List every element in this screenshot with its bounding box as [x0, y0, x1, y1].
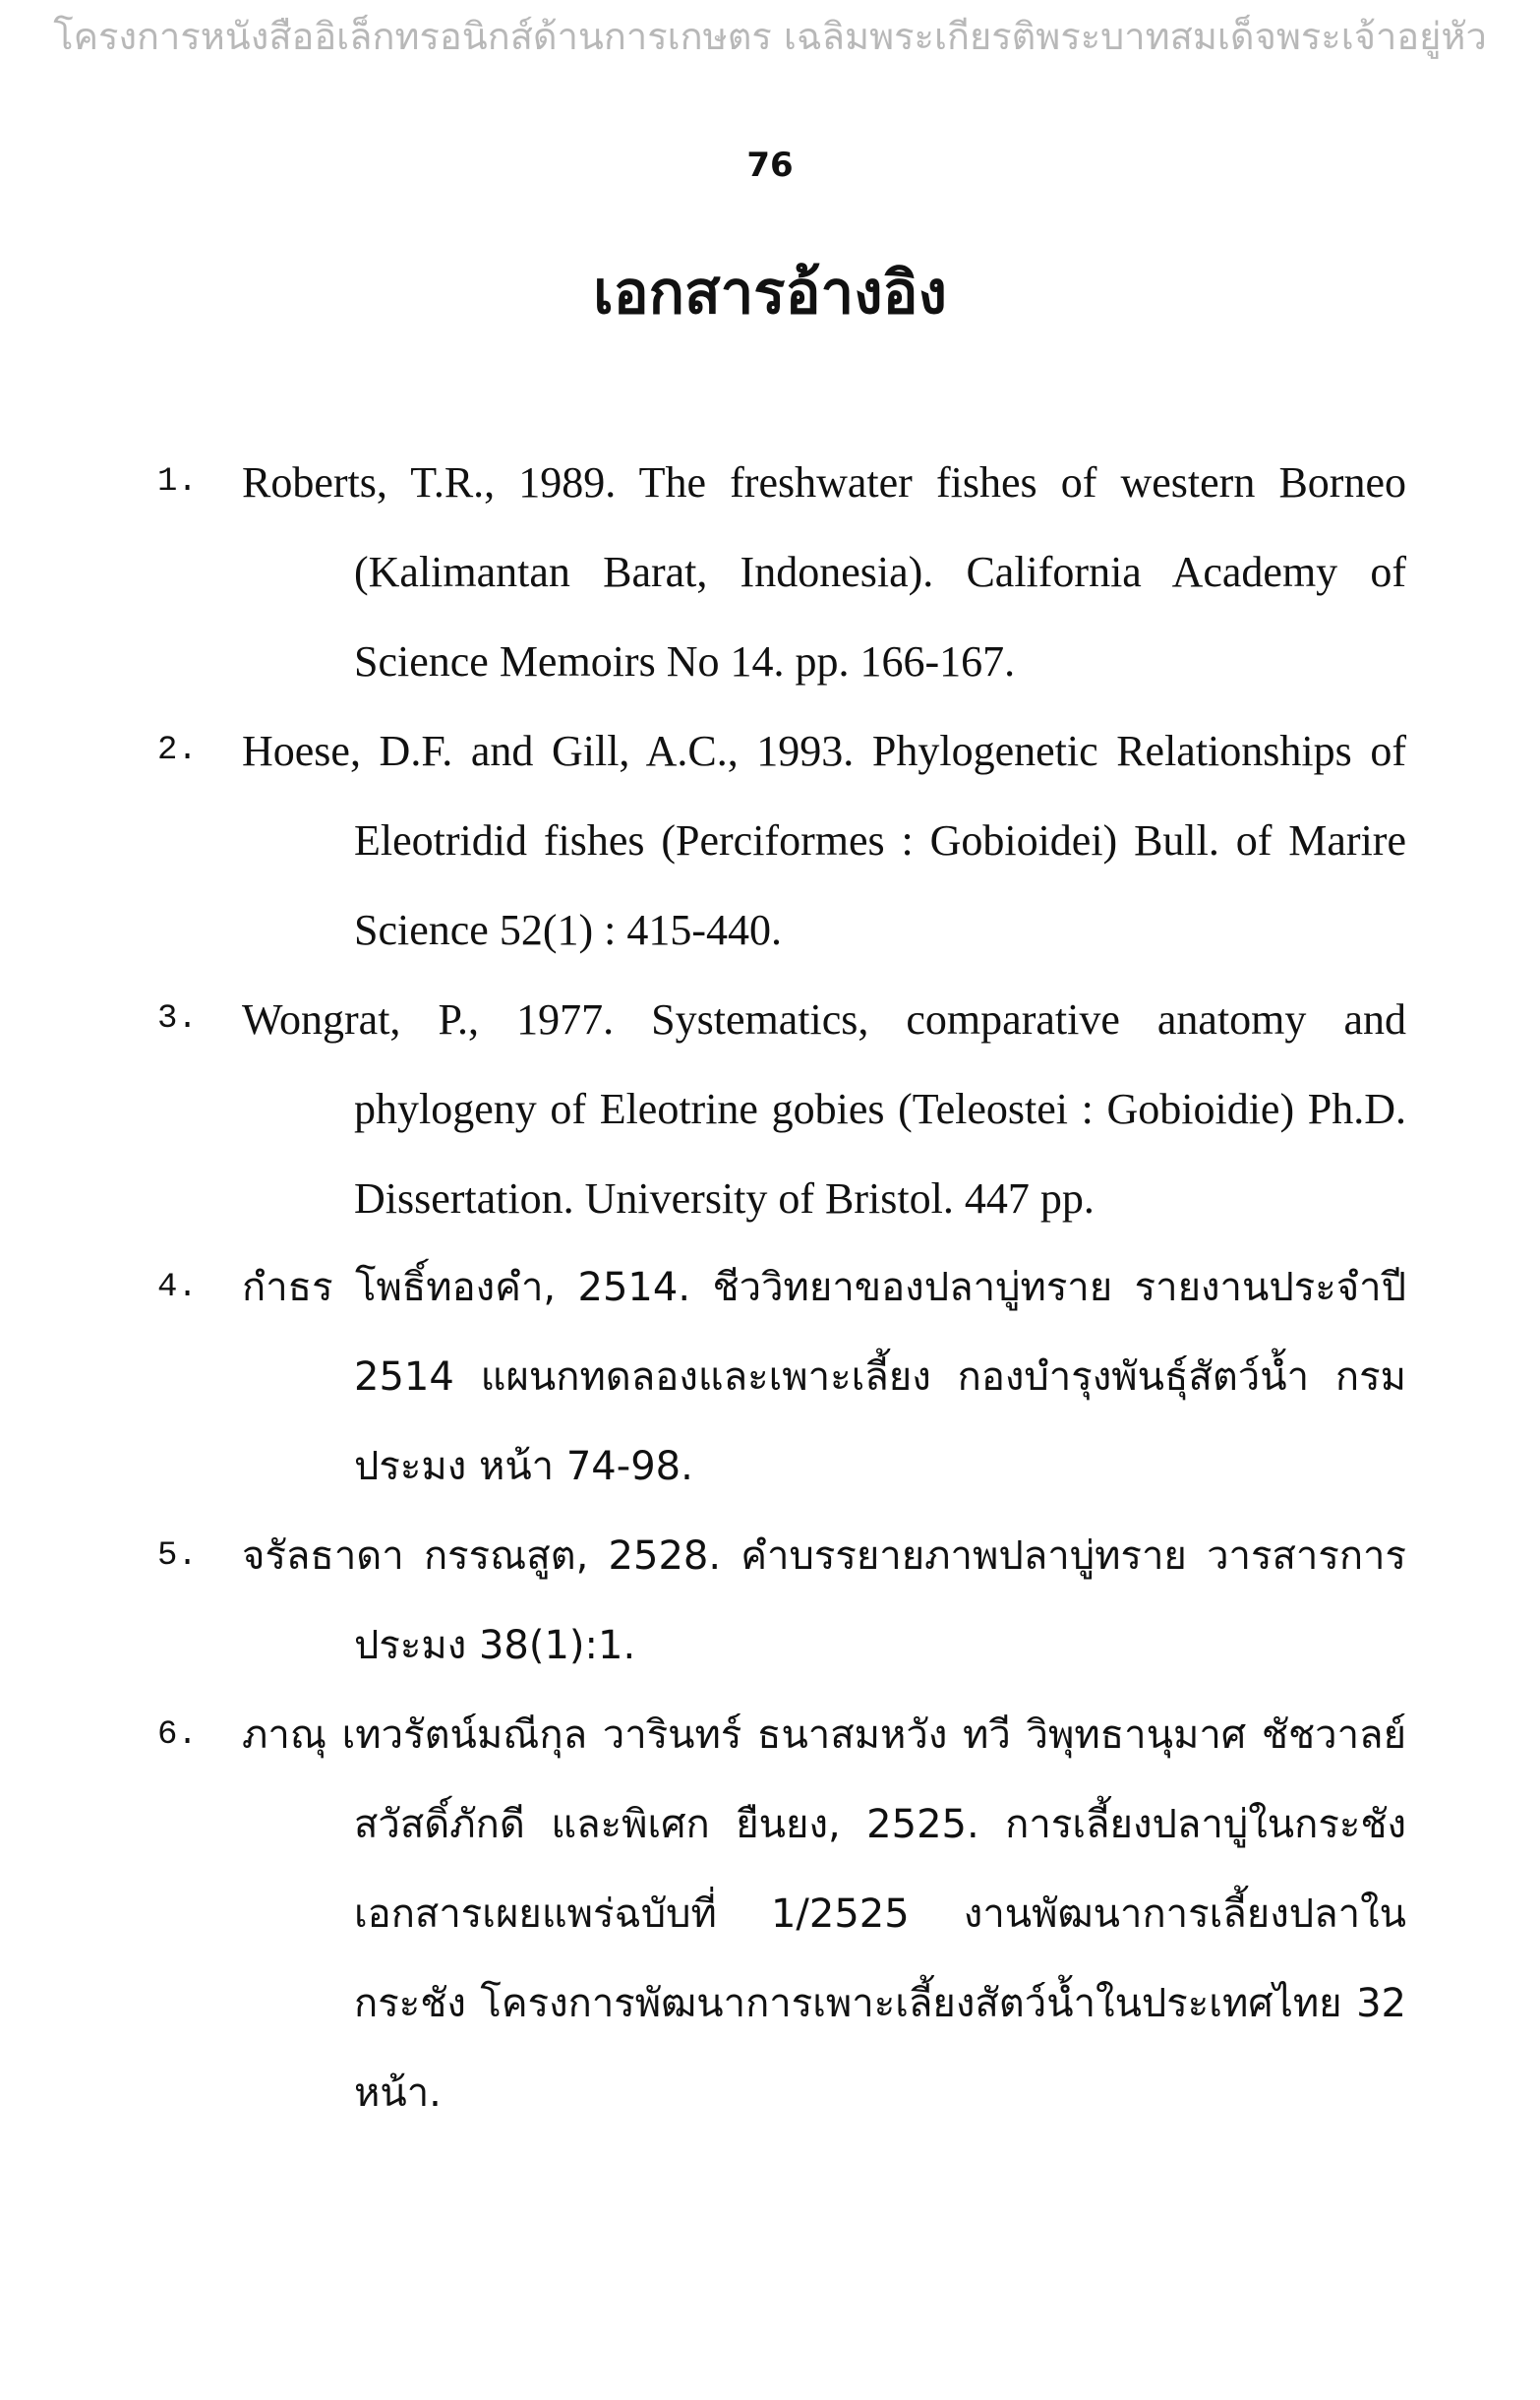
reference-item-6: [157, 1691, 1406, 2138]
reference-item-4: [157, 1243, 1406, 1512]
reference-item-5: [157, 1512, 1406, 1691]
reference-number: 6.: [157, 1716, 198, 1754]
page-title: เอกสารอ้างอิง: [593, 259, 947, 328]
reference-number: 1.: [157, 463, 198, 501]
reference-text: ภาณุ เทวรัตน์มณีกุล วารินทร์ ธนาสมหวัง ทวี วิพุทธานุมาศ ชัชวาลย์ สวัสดิ์ภักดี และพิเศก ยืนยง, 2525. การเลี้ยงปลาบู่ในกระชัง เอกสารเผยแพร่ฉบับที่ 1/2525 งานพัฒนาการเลี้ยงปลาในกระชัง โครงการพัฒนาการเพาะเลี้ยงสัตว์น้ำในประเทศไทย 32 หน้า.: [242, 1712, 1406, 2116]
watermark: โครงการหนังสืออิเล็กทรอนิกส์ด้านการเกษตร เฉลิมพระเกียรติพระบาทสมเด็จพระเจ้าอยู่หัว: [53, 15, 1487, 58]
reference-item-3: [157, 975, 1406, 1243]
reference-list: [157, 438, 1406, 2138]
reference-text: จรัลธาดา กรรณสูต, 2528. คำบรรยายภาพปลาบู่ทราย วารสารการประมง 38(1):1.: [242, 1533, 1406, 1668]
page-number: 76: [746, 146, 794, 185]
reference-item-1: [157, 438, 1406, 706]
reference-number: 4.: [157, 1269, 198, 1306]
reference-text: Wongrat, P., 1977. Systematics, comparative anatomy and phylogeny of Eleotrine gobies (Teleostei : Gobioidie) Ph.D. Dissertation. University of Bristol. 447 pp.: [242, 995, 1406, 1223]
reference-text: กำธร โพธิ์ทองคำ, 2514. ชีววิทยาของปลาบู่ทราย รายงานประจำปี 2514 แผนกทดลองและเพาะเลี้ยง กองบำรุงพันธุ์สัตว์น้ำ กรมประมง หน้า 74-98.: [242, 1265, 1406, 1489]
reference-number: 5.: [157, 1537, 198, 1575]
reference-number: 2.: [157, 732, 198, 769]
reference-item-2: [157, 706, 1406, 975]
reference-number: 3.: [157, 1000, 198, 1038]
reference-text: Roberts, T.R., 1989. The freshwater fishes of western Borneo (Kalimantan Barat, Indonesia). California Academy of Science Memoirs No 14. pp. 166-167.: [242, 458, 1406, 686]
reference-text: Hoese, D.F. and Gill, A.C., 1993. Phylogenetic Relationships of Eleotridid fishes (Perciformes : Gobioidei) Bull. of Marire Science 52(1) : 415-440.: [242, 727, 1406, 954]
